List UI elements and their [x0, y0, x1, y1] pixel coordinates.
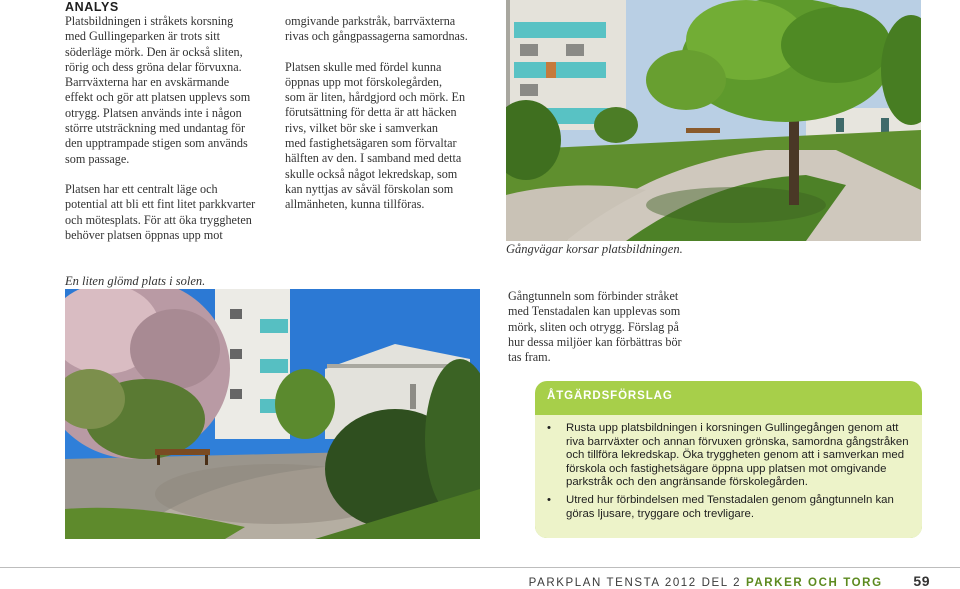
section-heading: ANALYS	[65, 0, 119, 14]
analysis-paragraph-1: Platsbildningen i stråkets korsning med Gullingeparken är trots sitt söderläge mörk. Den är också sliten, rörig och dess gröna delar förvuxna. Barrväxterna har en avskärmande effekt och gör att platsen upplevs som otrygg. Platsen används inte i någon större utsträckning med undantag för den upptrampade stigen som används som passage.	[65, 14, 251, 166]
action-proposals-box	[535, 381, 922, 538]
analysis-column-2	[285, 14, 495, 228]
bullet-icon: •	[547, 493, 551, 506]
footer-part: DEL 2	[701, 577, 742, 589]
analysis-paragraph-4: Platsen skulle med fördel kunna öppnas upp mot förskolegården, som är liten, hårdgjord och mörk. En förutsättning för detta är att häcken rivs, vilket bör ske i samverkan med fastighetsägaren som förvaltar hälften av den. I samband med detta skulle också något lekredskap, som kan nyttjas av såväl förskolan som allmänheten, kunna tillföras.	[285, 59, 466, 212]
action-proposal-item: • Rusta upp platsbildningen i korsningen Gullingegången genom att riva barrväxter och annan förvuxen grönska, samordna gångstråken och tillföra lekredskap. Öka tryggheten genom att i samverkan med förskola och fastighetsägare öppna upp platsen mot omgivande parkstråk och den angränsande förskolegården.	[547, 422, 909, 489]
photo-pathways-caption: Gångvägar korsar platsbildningen.	[506, 242, 683, 256]
photo-pathways	[506, 0, 921, 241]
action-proposal-item: • Utred hur förbindelsen med Tenstadalen genom gångtunneln kan göras ljusare, tryggare och trevligare.	[547, 493, 894, 520]
analysis-paragraph-2: Platsen har ett centralt läge och potential att bli ett fint litet parkkvarter och mötesplats. För att öka tryggheten behöver platsen öppnas upp mot	[65, 181, 256, 242]
action-proposals-content	[535, 415, 922, 538]
photo-forgotten-place	[65, 289, 480, 539]
action-proposals-title: ÅTGÄRDSFÖRSLAG	[547, 390, 673, 402]
footer-publication: PARKPLAN TENSTA 2012	[528, 577, 697, 589]
action-proposals-list	[547, 422, 909, 525]
footer-divider	[0, 567, 960, 568]
tunnel-paragraph: Gångtunneln som förbinder stråket med Tenstadalen kan upplevas som mörk, sliten och otrygg. Förslag på hur dessa miljöer kan förbättras bör tas fram.	[508, 289, 682, 365]
bullet-icon: •	[547, 422, 551, 434]
footer-section: PARKER OCH TORG	[745, 577, 883, 589]
analysis-paragraph-3: omgivande parkstråk, barrväxterna rivas och gångpassagerna samordnas.	[285, 14, 468, 44]
photo-forgotten-place-caption: En liten glömd plats i solen.	[65, 274, 206, 288]
page-number: 59	[913, 573, 930, 589]
analysis-column-1	[65, 14, 270, 258]
page-footer	[529, 573, 930, 589]
